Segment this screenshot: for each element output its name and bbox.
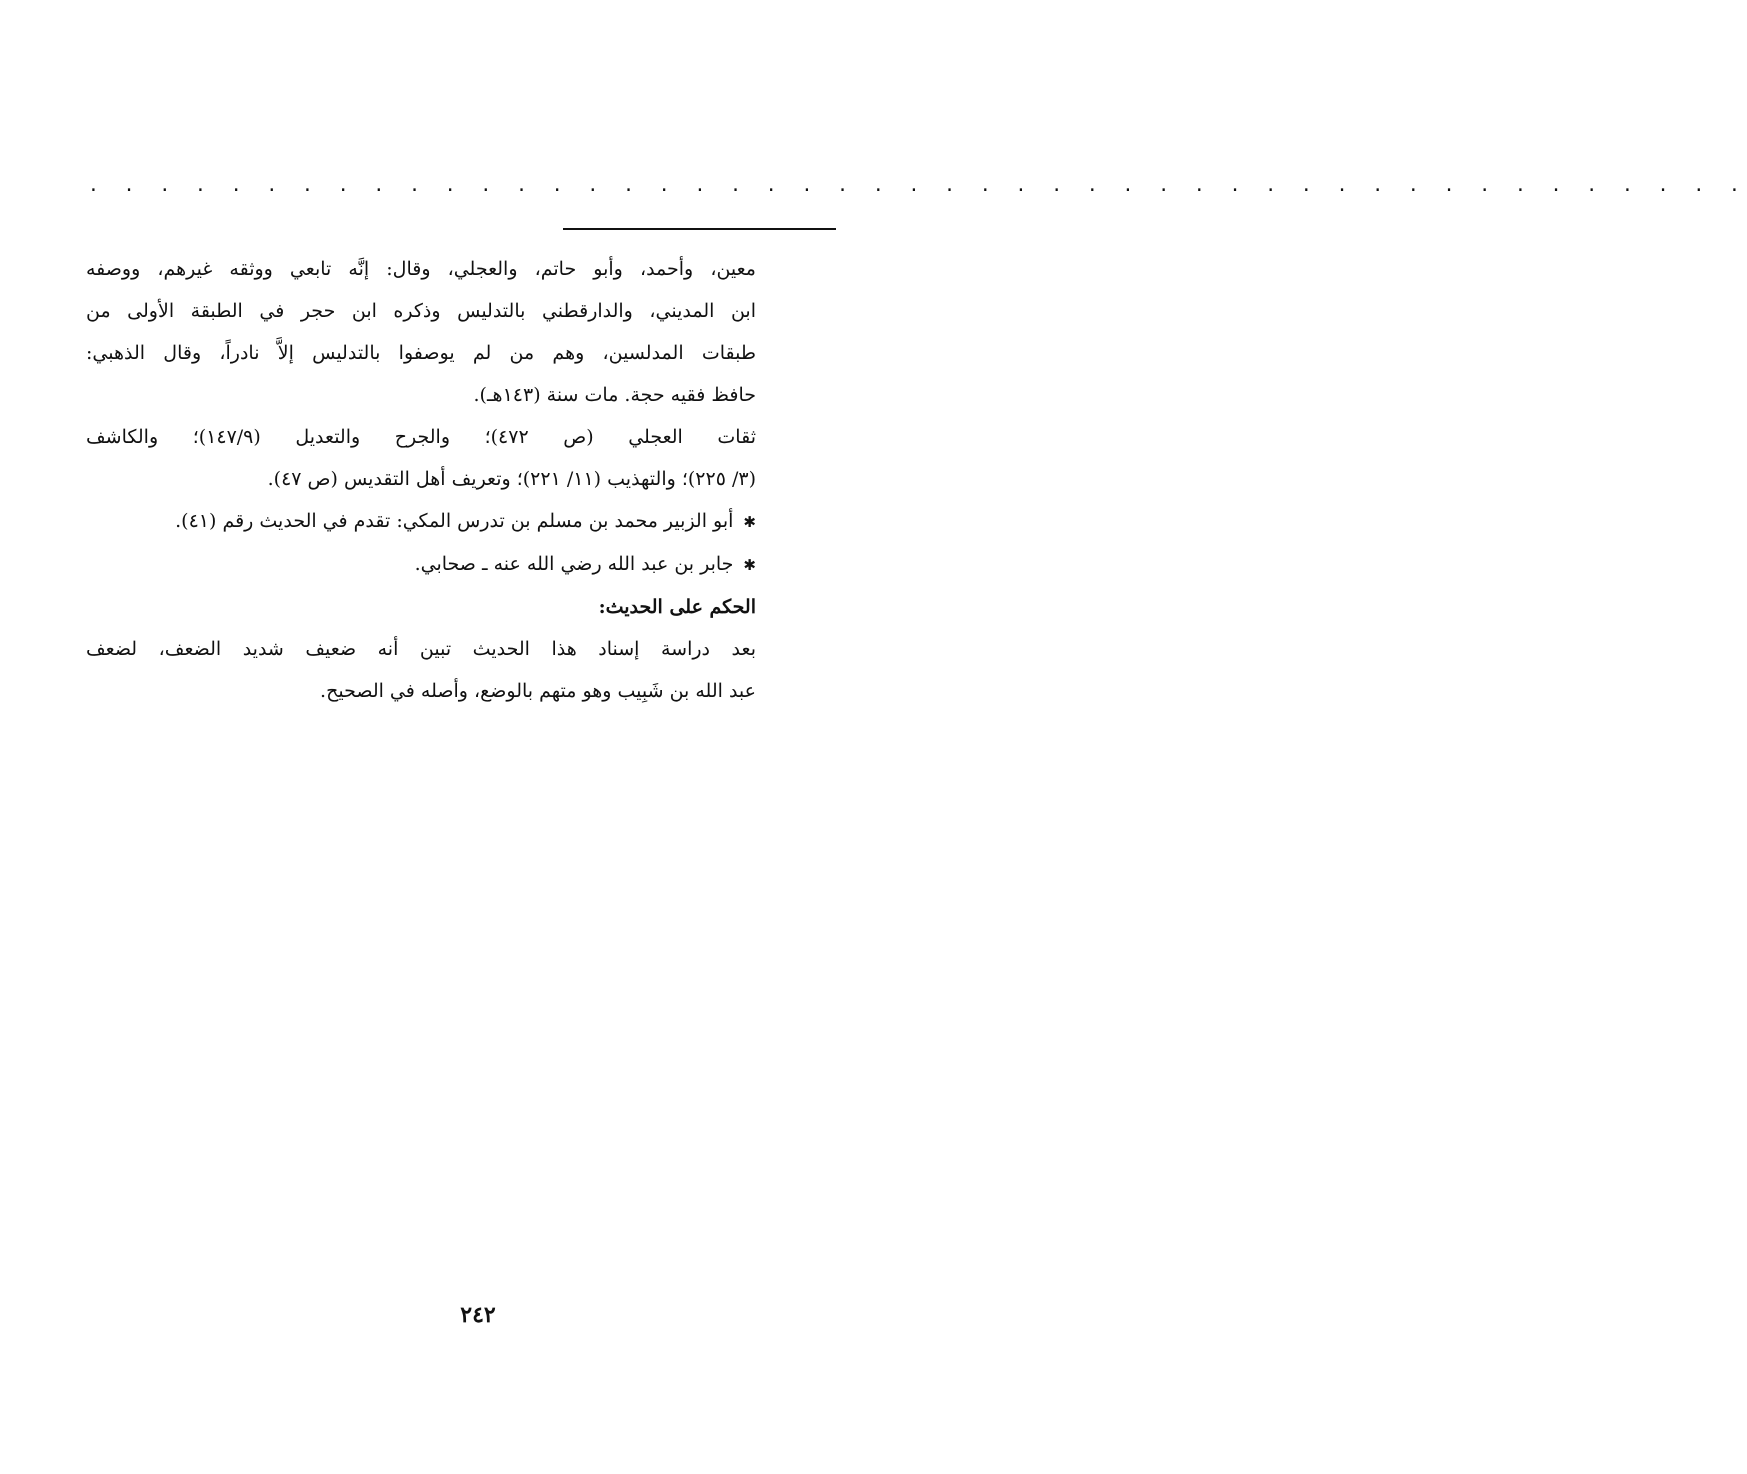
dotted-separator: . . . . . . . . . . . . . . . . . . . . . . . . . . . . . . . . . . . . . . . . . . . . . . . <box>88 175 1747 196</box>
hadith-verdict-paragraph <box>86 628 756 712</box>
page-number: ٢٤٢ <box>460 1302 496 1328</box>
narrator-entry-abu-zubair <box>86 500 756 543</box>
text-line: معين، وأحمد، وأبو حاتم، والعجلي، وقال: إنَّه تابعي ووثقه غيرهم، ووصفه <box>86 258 756 280</box>
text-line: ثقات العجلي (ص ٤٧٢)؛ والجرح والتعديل (١٤٧/٩)؛ والكاشف <box>86 426 756 448</box>
text-line: بعد دراسة إسناد هذا الحديث تبين أنه ضعيف شديد الضعف، لضعف <box>86 638 756 660</box>
bullet-text: أبو الزبير محمد بن مسلم بن تدرس المكي: تقدم في الحديث رقم (٤١). <box>175 510 734 532</box>
text-line: ابن المديني، والدارقطني بالتدليس وذكره ابن حجر في الطبقة الأولى من <box>86 300 756 322</box>
footnote-body <box>86 248 756 712</box>
references-paragraph <box>86 416 756 500</box>
bullet-text: جابر بن عبد الله رضي الله عنه ـ صحابي. <box>414 553 734 575</box>
hadith-verdict-heading: الحكم على الحديث: <box>598 596 756 618</box>
narrator-entry-jabir <box>86 543 756 586</box>
footnote-divider-line <box>563 228 836 230</box>
text-line: (٣/ ٢٢٥)؛ والتهذيب (١١/ ٢٢١)؛ وتعريف أهل التقديس (ص ٤٧). <box>267 468 756 490</box>
narrator-biography-paragraph <box>86 248 756 416</box>
asterisk-bullet-icon: ✱ <box>743 556 756 574</box>
text-line: عبد الله بن شَبِيب وهو متهم بالوضع، وأصله في الصحيح. <box>320 680 756 702</box>
text-line: حافظ فقيه حجة. مات سنة (١٤٣هـ). <box>473 384 756 406</box>
asterisk-bullet-icon: ✱ <box>743 513 756 531</box>
text-line: طبقات المدلسين، وهم من لم يوصفوا بالتدليس إلاَّ نادراً، وقال الذهبي: <box>86 342 756 364</box>
